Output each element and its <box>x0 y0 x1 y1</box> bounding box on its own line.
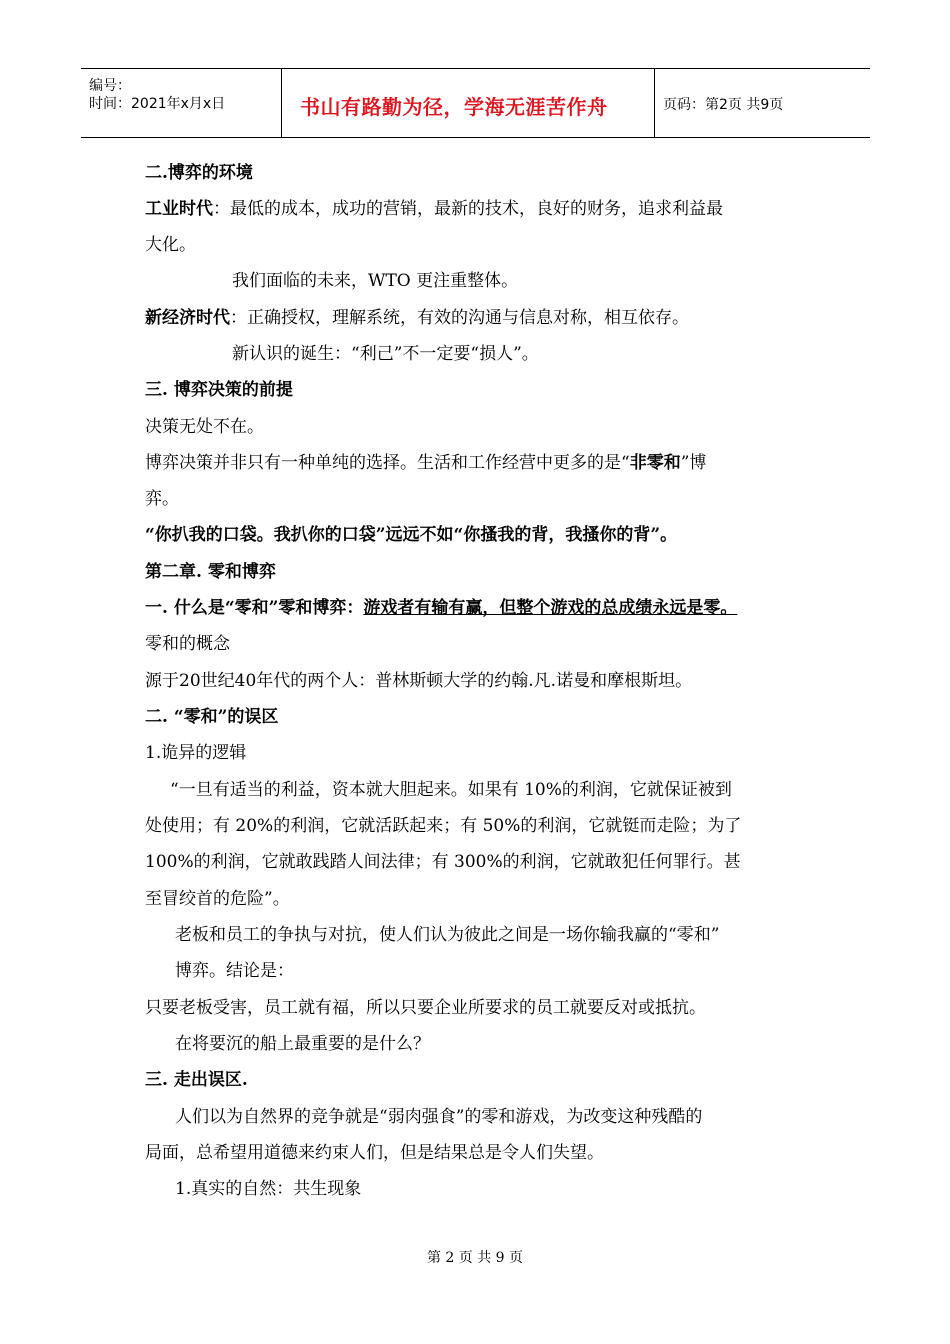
paragraph-line <box>145 198 723 220</box>
underlined-definition: 游戏者有输有赢，但整个游戏的总成绩永远是零。 <box>363 598 738 618</box>
text: ”博 <box>680 453 707 473</box>
text: ：正确授权，理解系统，有效的沟通与信息对称，相互依存。 <box>230 308 689 328</box>
paragraph-line: 源于20世纪40年代的两个人：普林斯顿大学的约翰.凡.诺曼和摩根斯坦。 <box>145 671 693 691</box>
section-heading: 二.博弈的环境 <box>145 163 253 183</box>
bold-quote: “你扒我的口袋。我扒你的口袋”远远不如“你搔我的背，我搔你的背”。 <box>145 525 678 545</box>
section-heading: 三. 博弈决策的前提 <box>145 380 293 400</box>
text: ：最低的成本，成功的营销，最新的技术，良好的财务，追求利益最 <box>213 199 723 219</box>
paragraph-line: 决策无处不在。 <box>145 417 264 437</box>
time-label: 时间：2021年x月x日 <box>89 96 226 112</box>
motto: 书山有路勤为径，学海无涯苦作舟 <box>300 95 608 119</box>
paragraph-line <box>145 307 689 329</box>
paragraph-line: 零和的概念 <box>145 634 230 654</box>
number-label: 编号： <box>89 78 131 94</box>
paragraph-line: 老板和员工的争执与对抗，使人们认为彼此之间是一场你输我赢的“零和” <box>175 925 720 945</box>
page-footer: 第 2 页 共 9 页 <box>426 1250 524 1266</box>
paragraph-line <box>145 452 706 474</box>
paragraph-line: “一旦有适当的利益，资本就大胆起来。如果有 10%的利润，它就保证被到 <box>170 780 732 800</box>
term: 新经济时代 <box>145 308 230 328</box>
header-mid-cell <box>282 69 655 137</box>
paragraph-line: 100%的利润，它就敢践踏人间法律；有 300%的利润，它就敢犯任何罪行。甚 <box>145 852 741 872</box>
header-left-cell <box>81 69 282 137</box>
text: 博弈决策并非只有一种单纯的选择。生活和工作经营中更多的是“ <box>145 453 630 473</box>
paragraph-line: 在将要沉的船上最重要的是什么？ <box>175 1034 430 1054</box>
chapter-heading: 第二章. 零和博弈 <box>145 562 276 582</box>
paragraph-line: 弈。 <box>145 489 179 509</box>
paragraph-line: 我们面临的未来，WTO 更注重整体。 <box>232 271 519 291</box>
section-heading: 二. “零和”的误区 <box>145 707 279 727</box>
paragraph-line: 只要老板受害，员工就有福，所以只要企业所要求的员工就要反对或抵抗。 <box>145 998 706 1018</box>
paragraph-line: 至冒绞首的危险”。 <box>145 889 290 909</box>
paragraph-line: 新认识的诞生：“利己”不一定要“损人”。 <box>232 344 539 364</box>
section-heading <box>145 597 737 619</box>
paragraph-line: 博弈。结论是： <box>175 961 294 981</box>
paragraph-line: 人们以为自然界的竞争就是“弱肉强食”的零和游戏，为改变这种残酷的 <box>175 1107 703 1127</box>
paragraph-line: 大化。 <box>145 235 196 255</box>
text: 一. 什么是“零和”零和博弈： <box>145 598 364 618</box>
paragraph-line: 1.真实的自然：共生现象 <box>175 1179 362 1199</box>
section-heading: 三. 走出误区. <box>145 1070 248 1090</box>
page-code: 页码：第2页 共9页 <box>663 97 784 113</box>
term: 非零和 <box>629 453 681 473</box>
paragraph-line: 1.诡异的逻辑 <box>145 743 247 763</box>
header-table <box>81 68 870 138</box>
paragraph-line: 处使用；有 20%的利润，它就活跃起来；有 50%的利润，它就铤而走险；为了 <box>145 816 742 836</box>
term: 工业时代 <box>145 199 213 219</box>
header-right-cell <box>655 69 870 137</box>
paragraph-line: 局面，总希望用道德来约束人们，但是结果总是令人们失望。 <box>145 1143 604 1163</box>
